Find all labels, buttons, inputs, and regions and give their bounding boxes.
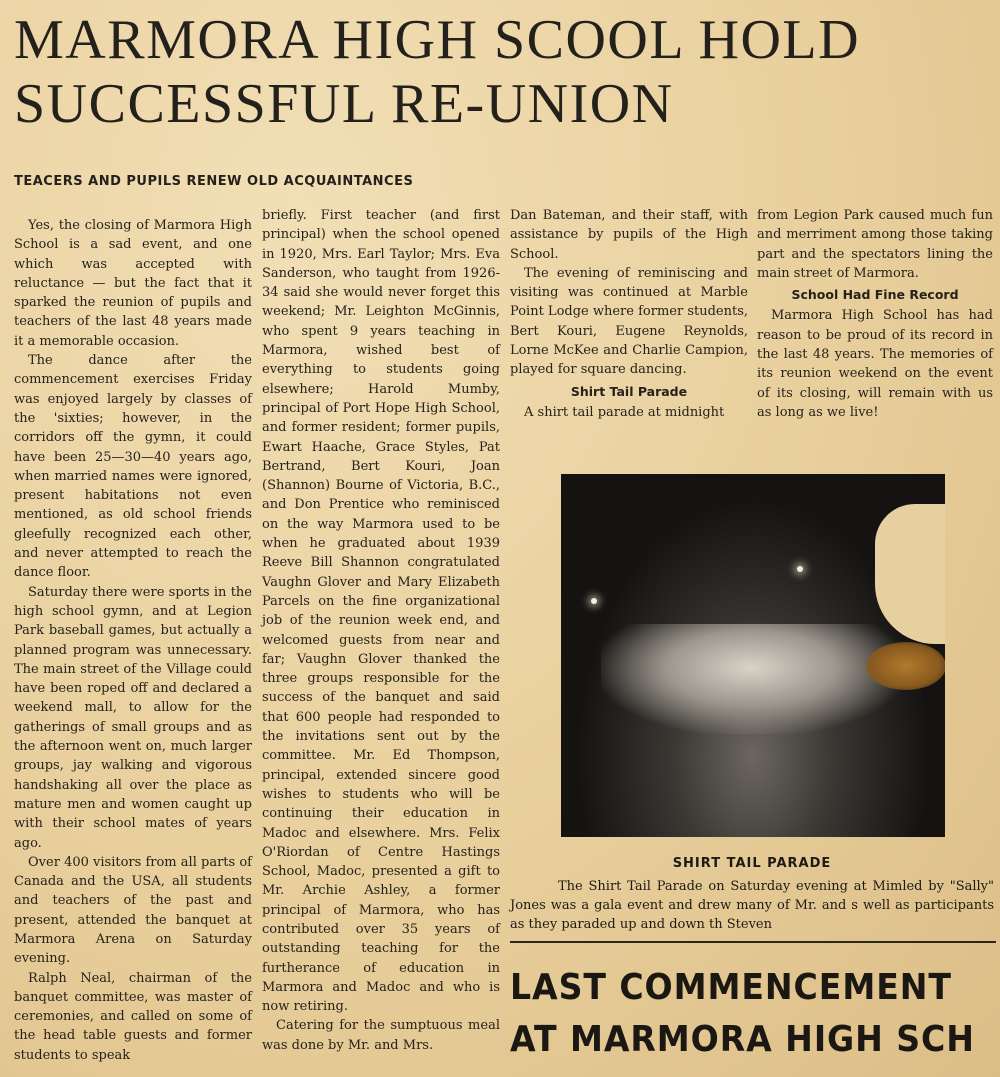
photo-caption bbox=[510, 877, 994, 934]
photo-caption-title: SHIRT TAIL PARADE bbox=[672, 856, 832, 871]
parade-photo bbox=[561, 474, 945, 837]
section-heading-shirt-tail-parade: Shirt Tail Parade bbox=[570, 383, 688, 399]
banner-line-2: AT MARMORA HIGH SCH bbox=[510, 1019, 975, 1060]
photo-crowd bbox=[601, 624, 901, 734]
paragraph: Marmora High School has had reason to be proud of its record in the last 48 years. The memories of its reunion weekend on the event of its closing, will remain with us as long as we live! bbox=[757, 308, 993, 420]
paragraph: The evening of reminiscing and visiting was continued at Marble Point Lodge where former students, Bert Kouri, Eugene Reynolds, Lorne McKee and Charlie Campion, played for square dancing. bbox=[510, 265, 748, 378]
paragraph: Catering for the sumptuous meal was done by Mr. and Mrs. bbox=[262, 1018, 500, 1053]
headline-line-1: MARMORA HIGH SCOOL HOLD bbox=[14, 9, 861, 71]
commencement-banner bbox=[510, 962, 975, 1066]
banner-line-1: LAST COMMENCEMENT bbox=[510, 967, 952, 1008]
section-heading-school-record: School Had Fine Record bbox=[791, 287, 959, 303]
paragraph: Over 400 visitors from all parts of Canada and the USA, all students and teachers of the past and present, attended the banquet at Marmora Arena on Saturday evening. bbox=[14, 854, 252, 967]
photo-torn-corner bbox=[875, 504, 945, 644]
headline-line-2: SUCCESSFUL RE-UNION bbox=[14, 73, 674, 135]
paragraph: Ralph Neal, chairman of the banquet committee, was master of ceremonies, and called on some of the head table guests and former students to speak bbox=[14, 970, 252, 1063]
paragraph: The dance after the commencement exercises Friday was enjoyed largely by classes of the 'sixties; however, in the corridors off the gymn, it could have been 25—30—40 years ago, when married names were ignored, present habitations not even mentioned, as old school friends gleefully recognized each other, and never attempted to reach the dance floor. bbox=[14, 353, 252, 581]
photo-caption-text: The Shirt Tail Parade on Saturday evening at Mimled by "Sally" Jones was a gala event and drew many of Mr. and s well as participants as they paraded up and down th Steven bbox=[510, 879, 994, 932]
photo-street-lamp bbox=[591, 598, 597, 604]
photo-stain bbox=[866, 642, 945, 690]
paragraph: Saturday there were sports in the high school gymn, and at Legion Park baseball games, but actually a planned program was unnecessary. The main street of the Village could have been roped off and declared a weekend mall, to allow for the gatherings of small groups and as the afternoon went on, much larger groups, jay walking and vigorous handshaking all over the place as mature men and women caught up with their school mates of years ago. bbox=[14, 584, 252, 851]
section-divider bbox=[510, 941, 996, 943]
paragraph: A shirt tail parade at midnight bbox=[524, 404, 725, 420]
paragraph: Yes, the closing of Marmora High School is a sad event, and one which was accepted with reluctance — but the fact that it sparked the reunion of pupils and teachers of the last 48 years made it a memorable occasion. bbox=[14, 218, 252, 349]
article-column-4 bbox=[757, 206, 993, 422]
headline bbox=[14, 8, 994, 136]
paragraph: from Legion Park caused much fun and merriment among those taking part and the spectators lining the main street of Marmora. bbox=[757, 208, 993, 281]
article-column-3 bbox=[510, 206, 748, 422]
subheadline: TEACERS AND PUPILS RENEW OLD ACQUAINTANCES bbox=[14, 174, 414, 189]
paragraph: briefly. First teacher (and first principal) when the school opened in 1920, Mrs. Earl Taylor; Mrs. Eva Sanderson, who taught from 1926-34 said she would never forget this weekend; Mr. Leighton McGinnis, who spent 9 years teaching in Marmora, wished best of everything to students going elsewhere; Harold Mumby, principal of Port Hope High School, and former resident; former pupils, Ewart Haache, Grace Styles, Pat Bertrand, Bert Kouri, Joan (Shannon) Bourne of Victoria, B.C., and Don Prentice who reminisced on the way Marmora used to be when he graduated about 1939 Reeve Bill Shannon congratulated Vaughn Glover and Mary Elizabeth Parcels on the fine organizational job of the reunion week end, and welcomed guests from near and far; Vaughn Glover thanked the three groups responsible for the success of the banquet and said that 600 people had responded to the invitations sent out by the committee. Mr. Ed Thompson, principal, extended sincere good wishes to students who will be continuing their education in Madoc and elsewhere. Mrs. Felix O'Riordan of Centre Hastings School, Madoc, presented a gift to Mr. Archie Ashley, a former principal of Marmora, who has contributed over 35 years of outstanding teaching for the furtherance of education in Marmora and Madoc and who is now retiring. bbox=[262, 208, 500, 1015]
article-column-2 bbox=[262, 206, 500, 1055]
photo-street-lamp bbox=[797, 566, 803, 572]
article-column-1 bbox=[14, 216, 252, 1065]
paragraph: Dan Bateman, and their staff, with assistance by pupils of the High School. bbox=[510, 208, 748, 262]
